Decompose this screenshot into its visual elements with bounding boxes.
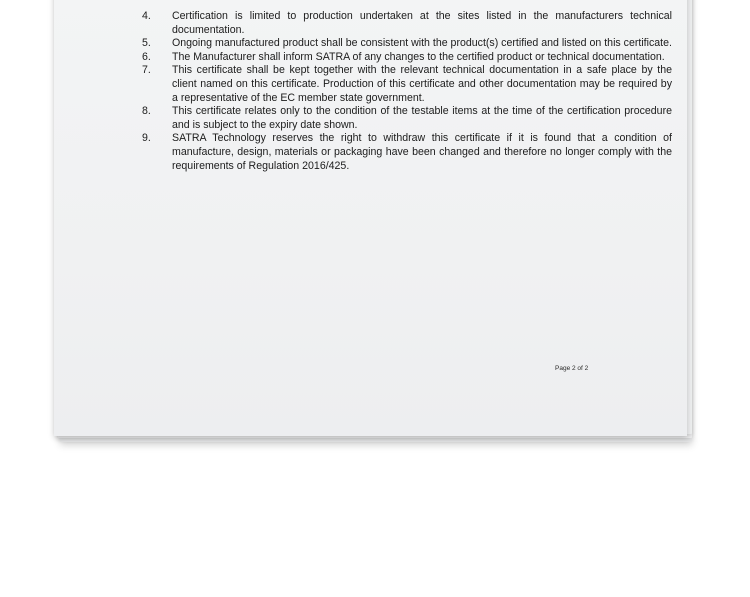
condition-number: 9.: [142, 132, 151, 145]
condition-number: 6.: [142, 50, 151, 63]
page-number: Page 2 of 2: [555, 365, 589, 372]
condition-item: [142, 10, 672, 37]
condition-text: Certification is limited to production undertaken at the sites listed in the manufacturers technical documentation.: [172, 10, 672, 36]
condition-item: [142, 37, 672, 51]
certificate-page: [54, 0, 687, 436]
condition-number: 4.: [142, 10, 151, 22]
condition-number: 7.: [142, 64, 151, 77]
condition-number: 5.: [142, 37, 151, 50]
condition-item: [142, 132, 672, 173]
condition-text: The Manufacturer shall inform SATRA of any changes to the certified product or technical documentation.: [172, 50, 665, 63]
condition-item: [142, 105, 672, 132]
conditions-list: [142, 10, 672, 173]
condition-text: SATRA Technology reserves the right to withdraw this certificate if it is found that a condition of manufacture, design, materials or packaging have been changed and therefore no longer comply with the requirements of Regulation 2016/425.: [172, 132, 672, 172]
condition-text: This certificate shall be kept together with the relevant technical documentation in a safe place by the client named on this certificate. Production of this certificate and other documentation may be required by a representative of the EC member state government.: [172, 64, 672, 104]
condition-text: Ongoing manufactured product shall be consistent with the product(s) certified and listed on this certificate.: [172, 37, 672, 50]
condition-item: [142, 51, 672, 65]
condition-item: [142, 64, 672, 105]
condition-text: This certificate relates only to the condition of the testable items at the time of the certification procedure and is subject to the expiry date shown.: [172, 105, 672, 131]
condition-number: 8.: [142, 105, 151, 118]
